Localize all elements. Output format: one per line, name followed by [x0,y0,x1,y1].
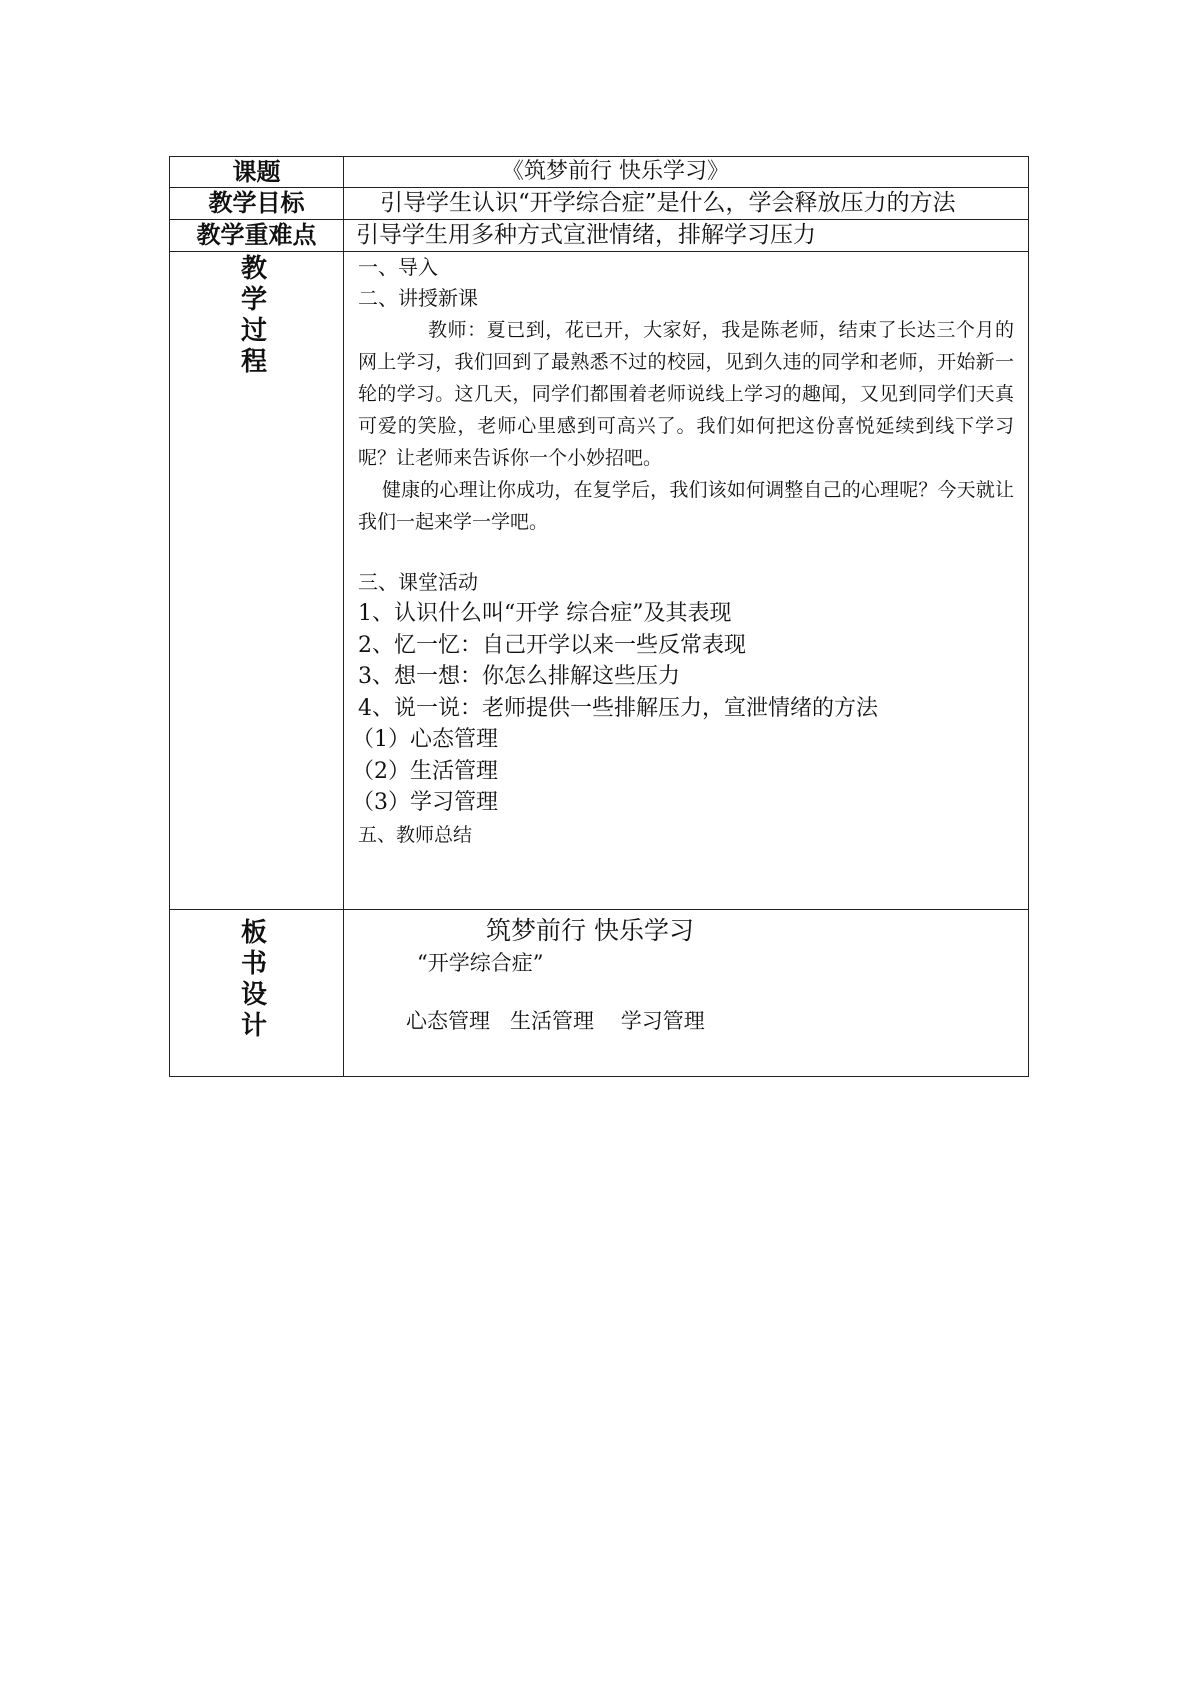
board-label-char: 板 [240,918,267,948]
section-intro: 一、导入 [358,255,438,279]
process-label [170,252,344,910]
activity-subitem: （3）学习管理 [352,790,498,815]
activity-item: 4、说一说：老师提供一些排解压力，宣泄情绪的方法 [358,695,878,721]
board-subtitle: “开学综合症” [417,951,544,975]
topic-label: 课题 [170,157,344,188]
section-summary: 五、教师总结 [358,823,473,846]
goal-label: 教学目标 [170,188,344,220]
keypoint-label: 教学重难点 [170,220,344,252]
topic-row [170,157,1029,188]
teacher-paragraph: 教师：夏已到，花已开，大家好，我是陈老师，结束了长达三个月的网上学习，我们回到了最熟悉不过的校园，见到久违的同学和老师，开始新一轮的学习。这几天，同学们都围着老师说线上学习的趣闻，又见到同学们天真可爱的笑脸，老师心里感到可高兴了。我们如何把这份喜悦延续到线下学习呢？让老师来告诉你一个小妙招吧。 [358,319,1014,469]
process-label-char: 教 [240,254,267,284]
topic-value: 《筑梦前行 快乐学习》 [344,157,1029,188]
board-label-char: 计 [240,1011,267,1041]
activity-subitem: （2）生活管理 [352,758,498,784]
board-label-char: 设 [240,980,267,1010]
activity-item: 2、忆一忆：自己开学以来一些反常表现 [358,632,746,658]
process-content [344,252,1029,910]
board-title: 筑梦前行 快乐学习 [486,916,694,945]
process-label-char: 过 [240,316,267,346]
lesson-plan-table [169,156,1029,1077]
goal-value: 引导学生认识“开学综合症”是什么，学会释放压力的方法 [344,188,1029,220]
process-label-char: 学 [240,285,267,315]
board-content [344,910,1029,1077]
board-items: 心态管理 生活管理 学习管理 [406,1009,705,1033]
activity-item: 1、认识什么叫“开学 综合症”及其表现 [358,601,732,626]
keypoint-row [170,220,1029,252]
section-activities: 三、课堂活动 [358,570,478,594]
section-new-lesson: 二、讲授新课 [358,286,478,310]
goal-row [170,188,1029,220]
spacer [358,538,1014,569]
health-paragraph: 健康的心理让你成功，在复学后，我们该如何调整自己的心理呢？今天就让我们一起来学一学吧。 [358,479,1014,533]
activity-item: 3、想一想：你怎么排解这些压力 [358,664,680,689]
activity-subitem: （1）心态管理 [352,727,498,752]
keypoint-value: 引导学生用多种方式宣泄情绪，排解学习压力 [344,220,1029,252]
process-row [170,252,1029,910]
board-row [170,910,1029,1077]
process-label-char: 程 [240,347,267,377]
board-label [170,910,344,1077]
board-label-char: 书 [240,949,267,979]
